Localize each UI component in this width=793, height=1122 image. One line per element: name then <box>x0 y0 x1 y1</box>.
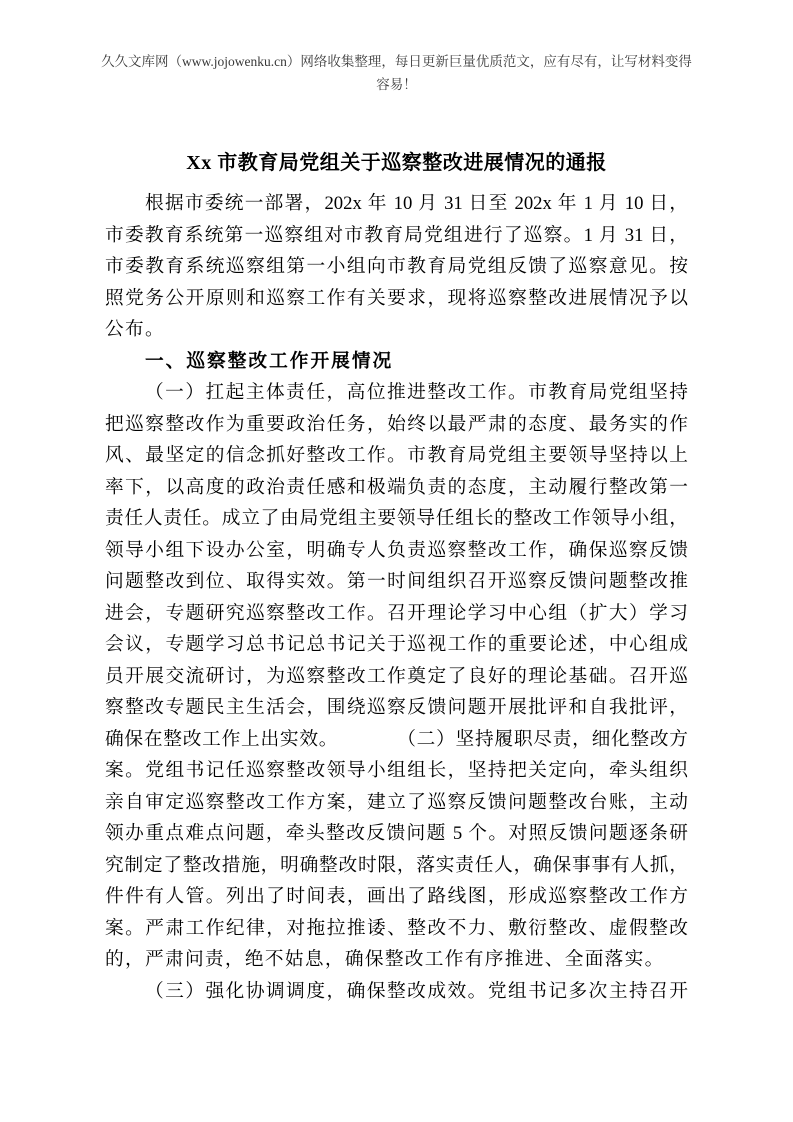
body-text-line: 亲自审定巡察整改工作方案，建立了巡察反馈问题整改台账，主动 <box>105 791 688 813</box>
body-text-line: 的，严肃问责，绝不姑息，确保整改工作有序推进、全面落实。 <box>105 949 665 970</box>
body-text-line: 问题整改到位、取得实效。第一时间组织召开巡察反馈问题整改推 <box>105 571 688 592</box>
section-heading-line: 一、巡察整改工作开展情况 <box>145 350 394 372</box>
body-text-line: 市委教育系统第一巡察组对市教育局党组进行了巡察。1 月 31 日， <box>105 224 688 246</box>
document-title: Xx 市教育局党组关于巡察整改进展情况的通报 <box>186 152 607 174</box>
body-text-line: 市委教育系统巡察组第一小组向市教育局党组反馈了巡察意见。按 <box>105 256 688 277</box>
body-text-line: 察整改专题民主生活会，围绕巡察反馈问题开展批评和自我批评， <box>105 697 688 718</box>
body-text-line: 责任人责任。成立了由局党组主要领导任组长的整改工作领导小组， <box>105 508 688 529</box>
body-text-line: 根据市委统一部署，202x 年 10 月 31 日至 202x 年 1 月 10 日， <box>145 193 688 214</box>
page-header-line2: 容易！ <box>376 77 417 92</box>
body-text-line: （三）强化协调调度，确保整改成效。党组书记多次主持召开 <box>145 980 688 1002</box>
body-text-line: 会议，专题学习总书记总书记关于巡视工作的重要论述，中心组成 <box>105 634 688 655</box>
body-text-line: 把巡察整改作为重要政治任务，始终以最严肃的态度、最务实的作 <box>105 413 688 435</box>
body-text-line: 究制定了整改措施，明确整改时限，落实责任人，确保事事有人抓， <box>105 854 688 876</box>
body-text-line: 案。严肃工作纪律，对拖拉推诿、整改不力、敷衍整改、虚假整改 <box>105 917 688 939</box>
body-text-line: 照党务公开原则和巡察工作有关要求，现将巡察整改进展情况予以 <box>105 287 688 309</box>
document-body <box>105 188 688 1007</box>
body-text-line: 进会，专题研究巡察整改工作。召开理论学习中心组（扩大）学习 <box>105 602 688 624</box>
body-text-line: 公布。 <box>105 319 165 340</box>
body-text-line: （一）扛起主体责任，高位推进整改工作。市教育局党组坚持 <box>145 382 688 403</box>
body-text-line: 领导小组下设办公室，明确专人负责巡察整改工作，确保巡察反馈 <box>105 539 688 561</box>
page-header-line1: 久久文库网（www.jojowenku.cn）网络收集整理，每日更新巨量优质范文，应有尽有，让写材料变得 <box>101 54 692 69</box>
page-header <box>92 50 701 96</box>
body-text-line: 确保在整改工作上出实效。 （二）坚持履职尽责，细化整改方 <box>105 728 688 750</box>
body-text-line: 员开展交流研讨，为巡察整改工作奠定了良好的理论基础。召开巡 <box>105 665 688 687</box>
body-text-line: 案。党组书记任巡察整改领导小组组长，坚持把关定向，牵头组织 <box>105 760 688 781</box>
body-text-line: 风、最坚定的信念抓好整改工作。市教育局党组主要领导坚持以上 <box>105 445 688 466</box>
body-text-line: 领办重点难点问题，牵头整改反馈问题 5 个。对照反馈问题逐条研 <box>105 823 688 844</box>
body-text-line: 率下，以高度的政治责任感和极端负责的态度，主动履行整改第一 <box>105 476 688 498</box>
body-text-line: 件件有人管。列出了时间表，画出了路线图，形成巡察整改工作方 <box>105 886 688 907</box>
